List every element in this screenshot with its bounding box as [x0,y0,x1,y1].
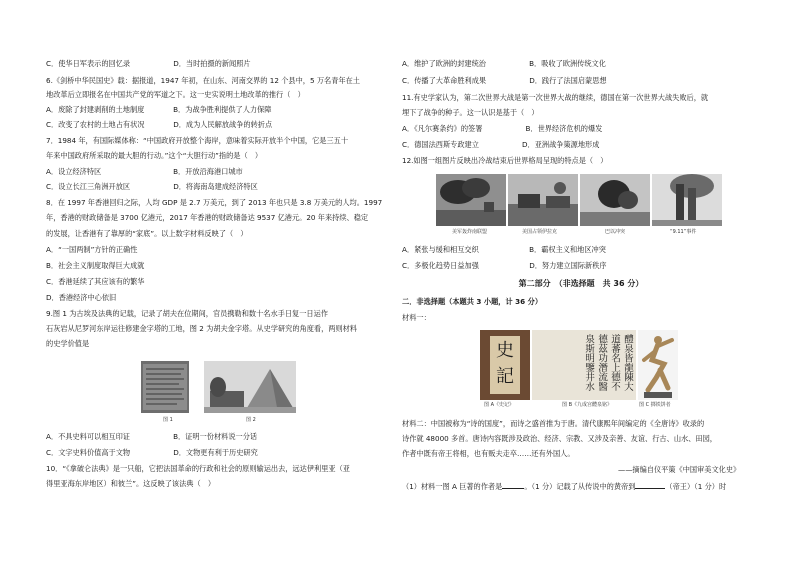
image-b-caption: 图 B《九成宫醴泉铭》 [562,402,613,408]
q12-photo-nato-bombing [436,174,506,226]
fig2-caption: 图 2 [246,417,256,423]
q10-stem-line2: 得里亚海东岸地区）和彼兰”。这反映了该法典（ ） [46,479,216,488]
q11-stem-line1: 11.有史学家认为，第二次世界大战是第一次世界大战的继续，德国在第一次世界大战失败后，就 [402,93,709,102]
q12-options-ab: A．紧张与缓和相互交织 B．霸权主义和地区冲突 [402,245,606,254]
q6-options-ab: A．废除了封建剥削的土地制度 B．为战争胜利提供了人力保障 [46,105,272,114]
q8-option-c: C．香港延续了其应该有的繁华 [46,277,145,286]
q11-stem-line2: 埋下了战争的种子。这一认识是基于（ ） [402,108,539,117]
q11-options-cd: C．德国法西斯专政建立 D．亚洲战争策源地形成 [402,140,600,149]
answer-blank-author[interactable] [502,482,524,489]
fig1-caption: 图 1 [163,417,173,423]
q12-photo-israel-palestine [580,174,650,226]
calligraphy-col-4: 泉斯明鑒井水 [583,334,595,391]
q10-options-ab: A．维护了欧洲的封建统治 B．吸收了欧洲传统文化 [402,59,606,68]
q7-options-cd: C．设立长江三角洲开放区 D．将海南岛建成经济特区 [46,182,258,191]
q8-stem-line1: 8．在 1997 年香港回归之际，人均 GDP 是 2.7 万美元，到了 2013 年也只是 3.8 万美元的人均。1997 [46,198,383,207]
q6-stem-line1: 6.《剑桥中华民国史》载：据报道，1947 年初，在山东、河南交界的 12 个县中，5 万名青年在土 [46,76,360,85]
question-1-mid: 。（1 分）记载了从传说中的黄帝到 [524,482,636,491]
q8-stem-line2: 年，香港的财政储备是 3700 亿港元，2017 年香港的财政储备达 9537 亿港元。20 年来持续、稳定 [46,213,369,222]
calligraphy-col-2: 道蕃名上德不 [609,334,621,391]
q9-stem-line2: 石灰岩从尼罗河东岸运往修建金字塔的工地，图 2 为胡夫金字塔。从史学研究的角度看，两则材料 [46,324,358,333]
image-a-caption: 图 A《史记》 [484,402,515,408]
image-b-calligraphy [532,330,636,400]
fig1-inscription-image [141,361,189,413]
q6-options-cd: C．改变了农村的土地占有状况 D．成为人民解放战争的转折点 [46,120,273,129]
q12-options-cd: C．多极化趋势日益加强 D．努力建立国际新秩序 [402,261,607,270]
material2-line1: 材料二：中国被称为“诗的国度”，而诗之盛首推为于唐。清代康熙年间编定的《全唐诗》收录的 [402,419,705,428]
q9-options-ab: A．不具史料可以相互印证 B．证明一份材料说一分话 [46,432,258,441]
calligraphy-col-3: 德茲功潛流醫 [596,334,608,391]
material1-label: 材料一： [402,313,431,322]
answer-blank-emperor[interactable] [635,482,665,489]
material2-line3: 作者中既有帝王将相，也有贩夫走卒……还有外国人。 [402,449,575,458]
question-1 [402,482,726,490]
image-c-caption: 图 C 掷铁饼者 [639,402,671,408]
q12-stem: 12.如图一组图片反映出冷战结束后世界格局呈现的特点是（ ） [402,156,608,165]
q12-caption-4: “9.11”事件 [670,229,697,235]
image-c-discobolus [638,330,678,400]
q8-stem-line3: 的发展，让香港有了靠厚的“家底”。以上数字材料反映了（ ） [46,229,248,238]
part2-title: 第二部分 （非选择题 共 36 分） [518,279,644,288]
q12-caption-1: 美军轰炸南联盟 [452,229,488,235]
q7-options-ab: A．设立经济特区 B．开放沿海港口城市 [46,167,243,176]
q5-options-cd: C．使华日军表示的回忆录 D．当时拍摄的新闻照片 [46,59,251,68]
image-a-title-chars: 史記 [496,340,514,387]
section-heading: 二．非选择题（本题共 3 小题，计 36 分） [402,297,543,306]
q6-stem-line2: 地改革后立即报名在中国共产党的军道之下。这一史实说明土地改革的推行（ ） [46,90,305,99]
q9-stem-line1: 9.图 1 为古埃及法典的记载，记录了胡夫在位期间，官员携勒和数十名水手日复一日运作 [46,309,328,318]
q8-option-d: D．香港经济中心依旧 [46,293,117,302]
question-1-prefix: （1）材料一图 A 巨著的作者是 [402,482,503,491]
q9-stem-line3: 的史学价值是 [46,339,90,348]
q9-options-cd: C．文字史料价值高于文物 D．文物更有利于历史研究 [46,448,258,457]
q12-caption-2: 美国占领伊拉克 [522,229,558,235]
material2-source: ——摘编自仪平策《中国审美文化史》 [618,465,741,474]
fig2-pyramid-image [204,361,296,413]
q7-stem-line1: 7．1984 年，有国际媒体称：“中国政府开放整个海岸，意味着实际开放半个中国，它是三五十 [46,136,349,145]
image-a-shiji-book [480,330,530,400]
q10-options-cd: C．传播了大革命胜利成果 D．践行了法国启蒙思想 [402,76,607,85]
q10-stem-line1: 10．“《拿破仑法典》是一只船，它把法国革命的行政和社会的原则输运出去，远达伊利里亚（亚 [46,464,350,473]
q7-stem-line2: 年来中国政府所采取的最大胆的行动。”这个“大胆行动”指的是（ ） [46,151,263,160]
q12-photo-911 [652,174,722,226]
q8-option-b: B．社会主义制度取得巨大成就 [46,261,145,270]
q11-options-ab: A．《凡尔赛条约》的签署 B．世界经济危机的爆发 [402,124,603,133]
q12-photo-iraq-occupation [508,174,578,226]
q12-caption-3: 巴以冲突 [605,229,626,235]
q8-option-a: A．“一国两制”方针的正确性 [46,245,138,254]
question-1-suffix: （帝王）（1 分）时 [665,482,727,491]
calligraphy-col-1: 醴泉皆龍陳大 [622,334,633,391]
material2-line2: 诗作就 48000 多首。唐诗内容既涉及政治、经济、宗教、又涉及亲善、友谊、行古、山水、田园， [402,434,717,443]
